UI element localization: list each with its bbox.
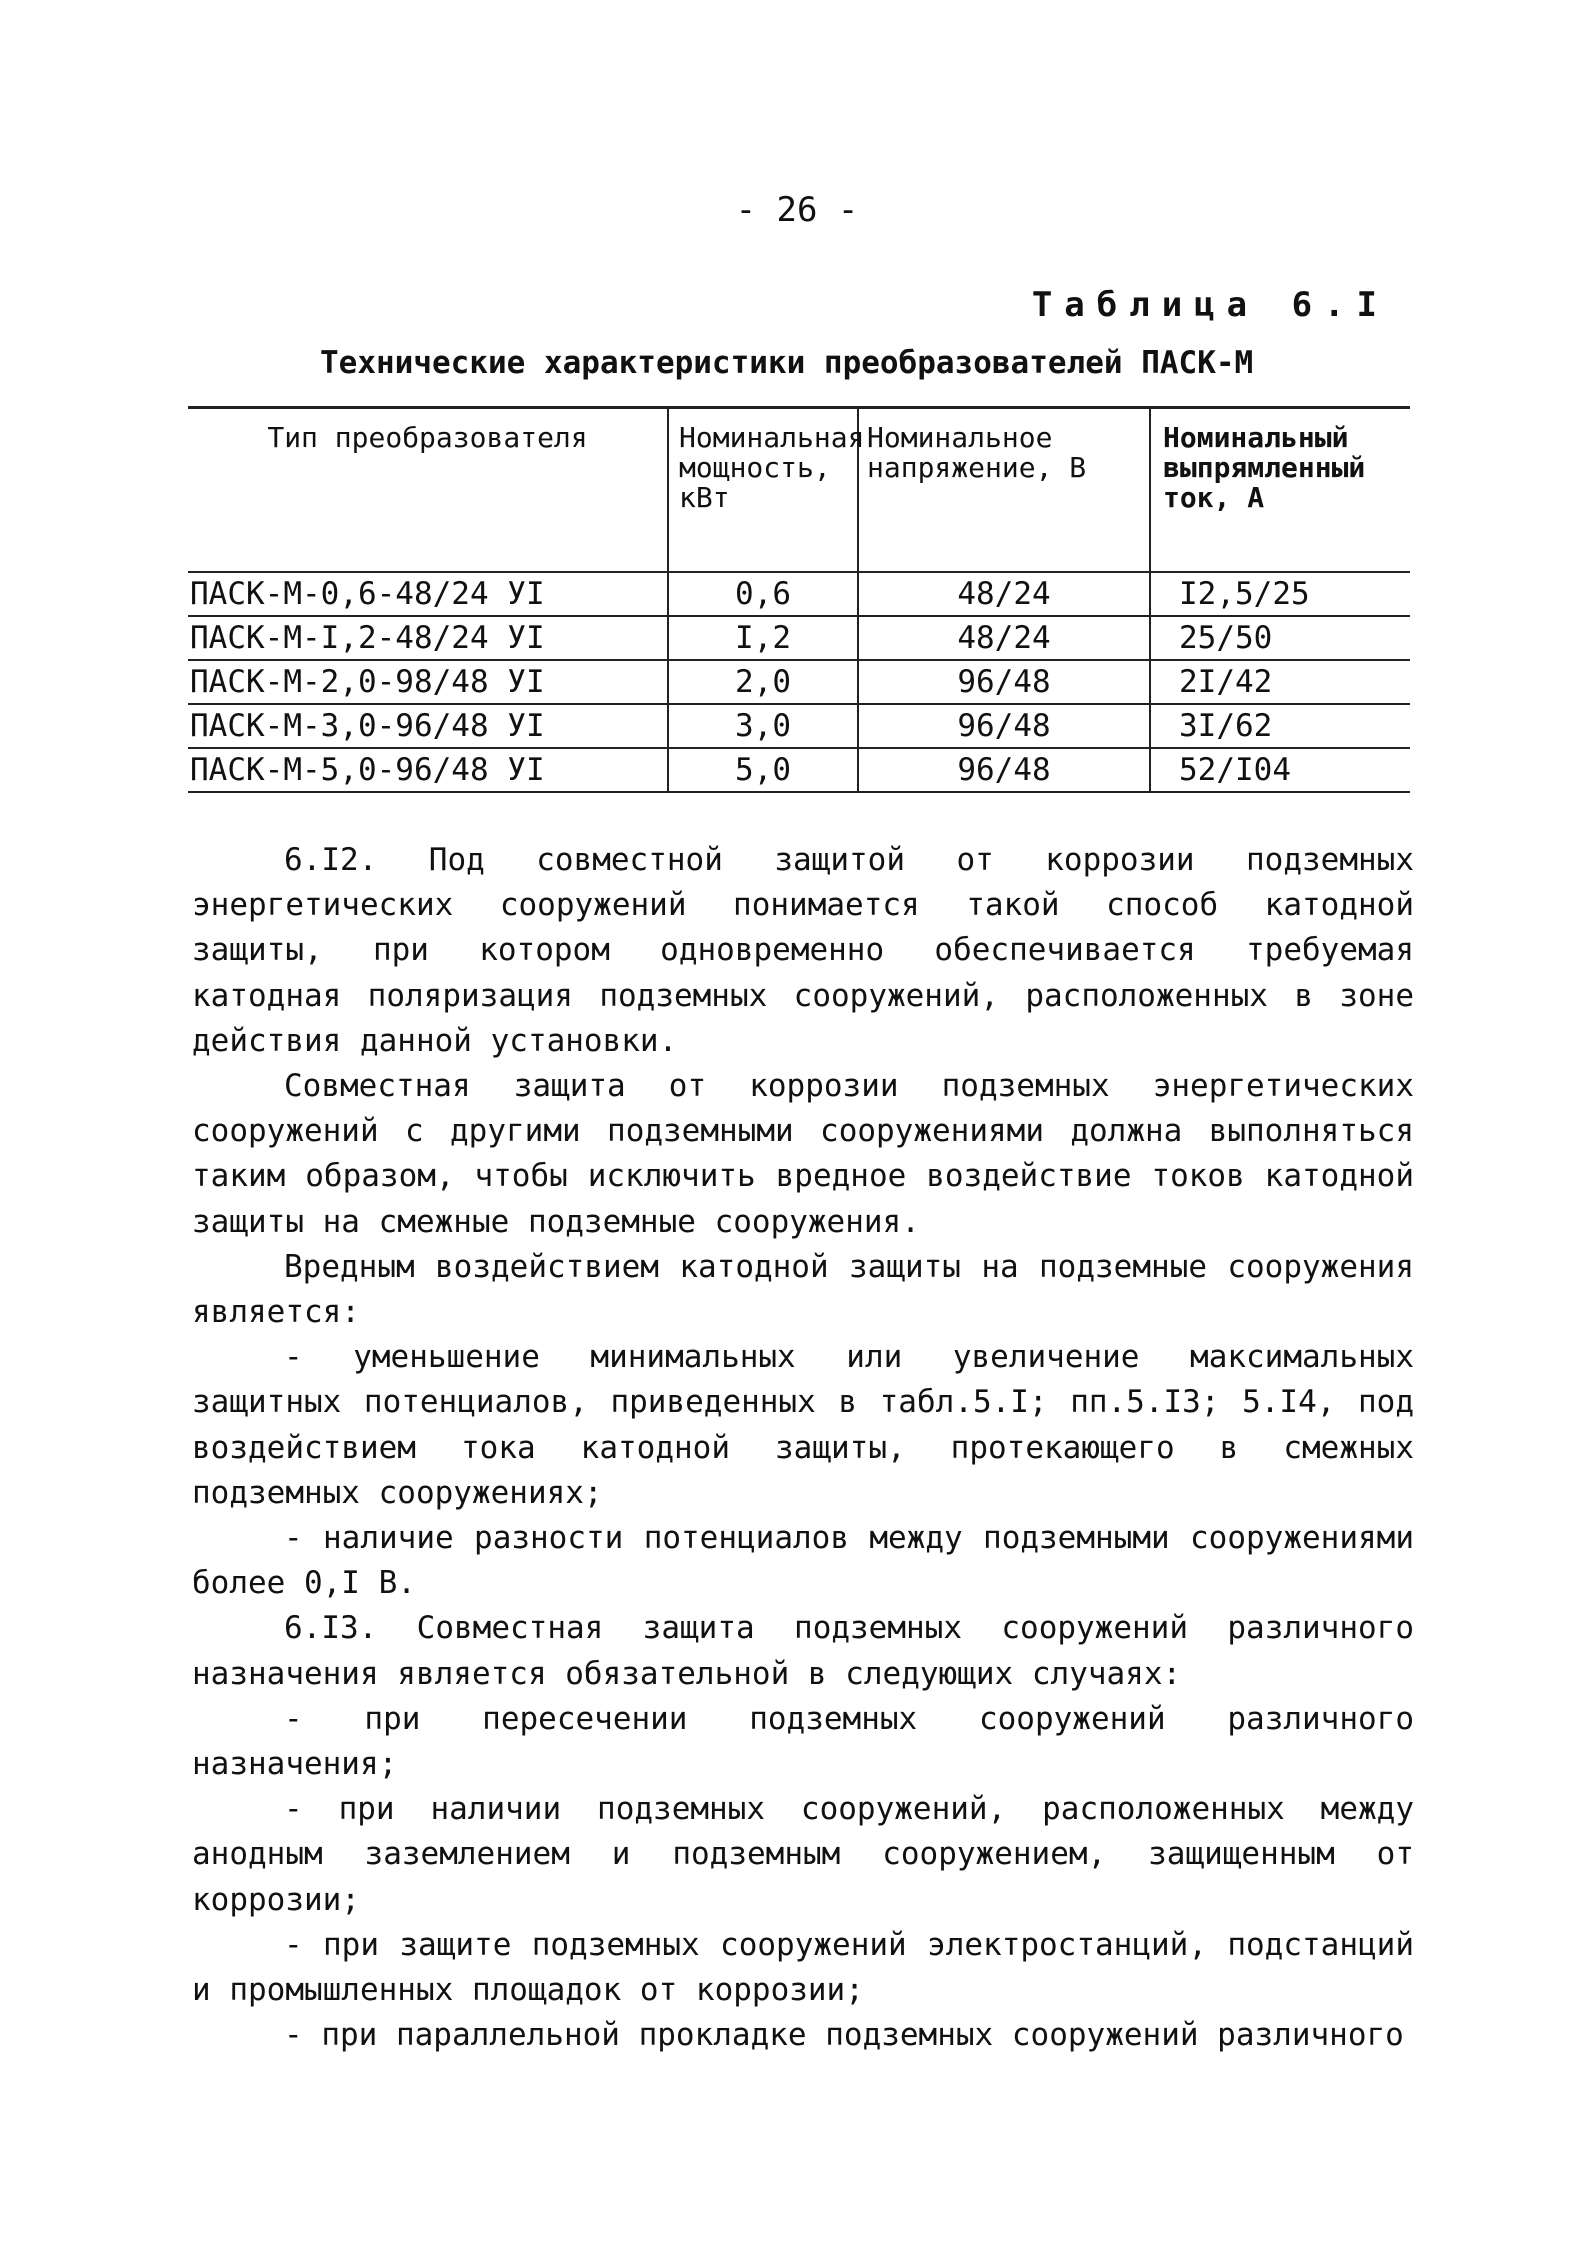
page-number: - 26 - — [735, 190, 859, 230]
cell-type: ПАСК-М-3,0-96/48 УI — [188, 704, 668, 748]
table-header-row — [188, 408, 1410, 573]
table-label: Таблица 6.I — [1031, 285, 1389, 325]
cell-current: I2,5/25 — [1150, 572, 1410, 616]
cell-voltage: 96/48 — [858, 660, 1150, 704]
paragraph-6-12: 6.I2. Под совместной защитой от коррозии подземных энергетических сооружений понимается такой способ катодной защиты, при котором одновременно обеспечивается требуемая катодная поляризация подземных сооружений, расположенных в зоне действия данной установки. — [192, 842, 1414, 1059]
cell-voltage: 96/48 — [858, 748, 1150, 792]
body-text — [192, 838, 1414, 2058]
header-type: Тип преобразователя — [188, 408, 668, 573]
list-item: - при пересечении подземных сооружений различного назначения; — [192, 1700, 1414, 1783]
cell-current: 52/I04 — [1150, 748, 1410, 792]
list-item: - уменьшение минимальных или увеличение максимальных защитных потенциалов, приведенных в табл.5.I; пп.5.I3; 5.I4, под воздействием тока катодной защиты, протекающего в смежных подземных сооружениях; — [192, 1339, 1414, 1511]
header-power: Номинальная мощность, кВт — [668, 408, 858, 573]
cell-type: ПАСК-М-5,0-96/48 УI — [188, 748, 668, 792]
cell-voltage: 48/24 — [858, 616, 1150, 660]
cell-power: 5,0 — [668, 748, 858, 792]
table-row — [188, 748, 1410, 792]
specifications-table — [188, 406, 1410, 793]
paragraph-6-13: 6.I3. Совместная защита подземных сооружений различного назначения является обязательной в следующих случаях: — [192, 1610, 1414, 1692]
cell-power: 2,0 — [668, 660, 858, 704]
cell-current: 25/50 — [1150, 616, 1410, 660]
table-row — [188, 572, 1410, 616]
list-item: - при защите подземных сооружений электростанций, подстанций и промышленных площадок от коррозии; — [192, 1926, 1414, 2009]
cell-voltage: 96/48 — [858, 704, 1150, 748]
cell-power: 0,6 — [668, 572, 858, 616]
cell-power: I,2 — [668, 616, 858, 660]
header-voltage: Номинальное напряжение, В — [858, 408, 1150, 573]
list-item: - при параллельной прокладке подземных сооружений различного — [284, 2017, 1404, 2054]
header-current: Номинальный выпрямленный ток, А — [1150, 408, 1410, 573]
cell-current: 3I/62 — [1150, 704, 1410, 748]
table-title: Технические характеристики преобразователей ПАСК-М — [320, 345, 1254, 381]
list-item: - наличие разности потенциалов между подземными сооружениями более 0,I В. — [192, 1520, 1414, 1602]
paragraph-harmful-effect: Вредным воздействием катодной защиты на подземные сооружения является: — [192, 1248, 1414, 1331]
table-row — [188, 660, 1410, 704]
table-row — [188, 616, 1410, 660]
cell-power: 3,0 — [668, 704, 858, 748]
cell-type: ПАСК-М-2,0-98/48 УI — [188, 660, 668, 704]
cell-type: ПАСК-М-0,6-48/24 УI — [188, 572, 668, 616]
table-row — [188, 704, 1410, 748]
cell-type: ПАСК-М-I,2-48/24 УI — [188, 616, 668, 660]
cell-voltage: 48/24 — [858, 572, 1150, 616]
list-item: - при наличии подземных сооружений, расположенных между анодным заземлением и подземным сооружением, защищенным от коррозии; — [192, 1791, 1414, 1918]
paragraph-joint-protection: Совместная защита от коррозии подземных энергетических сооружений с другими подземными сооружениями должна выполняться таким образом, чтобы исключить вредное воздействие токов катодной защиты на смежные подземные сооружения. — [192, 1068, 1414, 1240]
cell-current: 2I/42 — [1150, 660, 1410, 704]
